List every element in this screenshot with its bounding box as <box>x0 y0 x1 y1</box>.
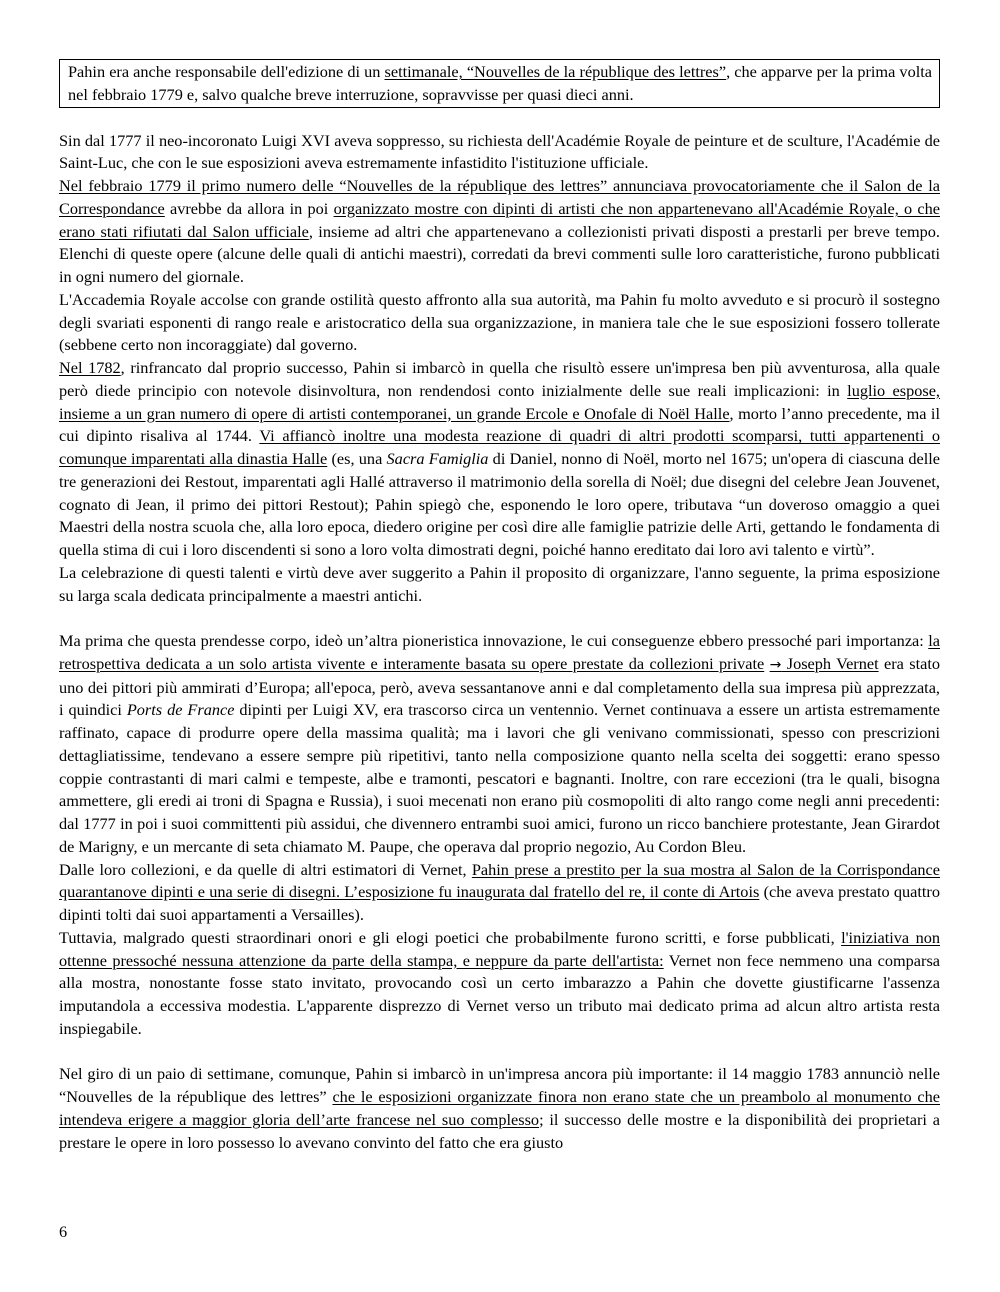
underlined-text: la retrospettiva dedicata a un solo artista vivente e interamente basata su opere prestate da collezioni private <box>59 631 940 673</box>
text-run: , insieme ad altri che appartenevano a collezionisti privati disposti a prestarli per breve tempo. Elenchi di queste opere (alcune delle quali di antichi maestri), corredati da brevi commenti sulle loro caratteristiche, furono pubblicati in ogni numero del giornale. <box>59 221 941 286</box>
paragraph-6 <box>59 630 940 859</box>
arrow-link <box>770 654 879 673</box>
page-number: 6 <box>59 1222 68 1241</box>
underlined-text: Nel febbraio 1779 il primo numero delle “Nouvelles de la république des lettres” annunciava provocatoriamente che il Salon de la Correspondance <box>59 176 940 218</box>
underlined-text: che le esposizioni organizzate finora non erano state che un preambolo al monumento che intendeva erigere a maggior gloria dell’arte francese nel suo complesso <box>59 1087 940 1129</box>
boxed-note <box>59 59 940 108</box>
paragraph-5: La celebrazione di questi talenti e virtù deve aver suggerito a Pahin il proposito di organizzare, l'anno seguente, la prima esposizione su larga scala dedicata principalmente a maestri antichi. <box>59 562 940 605</box>
paragraph-4 <box>59 357 940 562</box>
text-run: avrebbe da allora in poi <box>164 198 334 218</box>
text-run: era stato uno dei pittori più ammirati d’Europa; all'epoca, però, aveva sessantanove anni e dal completamento della sua impresa più apprezzata, i quindici <box>59 653 940 720</box>
underlined-text: Vi affiancò inoltre una modesta reazione di quadri di altri prodotti scomparsi, tutti appartenenti o comunque imparentati alla dinastia Halle <box>59 426 940 468</box>
underlined-text: luglio espose, insieme a un gran numero di opere di artisti contemporanei, un grande Ercole e Onofale di Noël Halle <box>59 380 941 423</box>
text-run: ; il successo delle mostre e la disponibilità dei proprietari a prestare le opere in loro possesso lo avevano convinto del fatto che era giusto <box>59 1109 940 1152</box>
text-run: , morto l’anno precedente, ma il cui dipinto risaliva al 1744. <box>59 403 940 446</box>
paragraph-7 <box>59 859 940 927</box>
paragraph-gap <box>59 1041 940 1064</box>
arrow-right-icon: → <box>769 656 782 673</box>
text-run: dipinti per Luigi XV, era trascorso circa un ventennio. Vernet continuava a essere un artista estremamente raffinato, capace di produrre opere della massima qualità; ma i lavori che gli venivano commissionati, spesso con prescrizioni dettagliatissime, tendevano a essere sempre più ripetitivi, tanto nella composizione quanto nella scelta dei soggetti: erano spesso coppie contrastanti di mari calmi e tempeste, albe e tramonti, pescatori e bagnanti. Inoltre, con rare eccezioni (tra le quali, bisogna ammettere, gli eredi ai troni di Spagna e Russia), i suoi mecenati non erano più cosmopoliti di alto rango come negli anni precedenti: dal 1777 in poi i suoi committenti più assidui, che divennero entrambi suoi amici, furono un ricco banchiere protestante, Jean Girardot de Marigny, e un mercante di seta chiamato M. Paupe, che operava dal proprio negozio, Au Cordon Bleu. <box>59 700 940 856</box>
text-run: , che apparve per la prima volta nel febbraio 1779 e, salvo qualche breve interruzione, sopravvisse per quasi dieci anni. <box>68 62 932 104</box>
page-content <box>59 59 940 1154</box>
text-run: Nel giro di un paio di settimane, comunque, Pahin si imbarcò in un'impresa ancora più importante: il 14 maggio 1783 annunciò nelle “Nouvelles de la république des lettres” <box>59 1064 940 1106</box>
paragraph-2 <box>59 175 940 289</box>
italic-title: Ports de France <box>126 700 235 720</box>
underlined-text: Nel 1782 <box>59 358 121 377</box>
underlined-text: l'iniziativa non ottenne pressoché nessuna attenzione da parte della stampa, e neppure da parte dell'artista: <box>59 927 940 970</box>
paragraph-8 <box>59 927 940 1041</box>
underlined-text: Joseph Vernet <box>781 653 879 673</box>
underlined-text: settimanale, “Nouvelles de la république des lettres” <box>384 62 727 81</box>
text-run: Pahin era anche responsabile dell'edizione di un <box>68 62 385 81</box>
italic-title: Sacra Famiglia <box>386 449 489 468</box>
paragraph-9 <box>59 1063 940 1154</box>
paragraph-3: L'Accademia Royale accolse con grande ostilità questo affronto alla sua autorità, ma Pahin fu molto avveduto e si procurò il sostegno degli svariati esponenti di rango reale e aristocratico della sua organizzazione, in maniera tale che le sue esposizioni fossero tollerate (sebbene certo non incoraggiate) dal governo. <box>59 289 940 355</box>
underlined-text: Pahin prese a prestito per la sua mostra al Salon de la Corrispondance quarantanove dipinti e una serie di disegni. L’esposizione fu inaugurata dal fratello del re, il conte di Artois <box>59 859 941 902</box>
text-run: (es, una <box>327 449 387 468</box>
text-run: Ma prima che questa prendesse corpo, ideò un’altra pioneristica innovazione, le cui conseguenze ebbero pressoché pari importanza: <box>59 631 929 650</box>
boxed-note-text <box>68 61 932 107</box>
text-run: (che aveva prestato quattro dipinti tolti dai suoi appartamenti a Versailles). <box>59 882 940 924</box>
text-run: , rinfrancato dal proprio successo, Pahin si imbarcò in quella che risultò essere un'impresa ben più avventurosa, alla quale però diede principio con notevole disinvoltura, non rendendosi conto inizialmente delle sue reali implicazioni: in <box>59 358 941 400</box>
text-run: di Daniel, nonno di Noël, morto nel 1675; un'opera di ciascuna delle tre generazioni dei Restout, imparentati agli Hallé attraverso il matrimonio della sorella di Noël; due disegni del celebre Jean Jouvenet, cognato di Jean, il primo dei pittori Restout); Pahin spiegò che, esponendo le loro opere, tributava “un doveroso omaggio a quei Maestri della nostra scuola che, alla loro epoca, diedero origine per così dire alle famiglie patrizie delle Arti, gettando le fondamenta di quella stima di cui i loro discendenti si sono a loro volta dimostrati degni, poiché hanno ereditato dai loro avi talento e virtù”. <box>59 449 941 559</box>
paragraph-gap <box>59 607 940 630</box>
text-run: Vernet non fece nemmeno una comparsa alla mostra, nonostante fosse stato invitato, provocando così un certo imbarazzo a Pahin che dovette giustificarne l'assenza imputandola a eccessiva modestia. L'apparente disprezzo di Vernet verso un tributo mai dedicato prima ad alcun altro artista resta inspiegabile. <box>59 950 941 1038</box>
text-run: Dalle loro collezioni, e da quelle di altri estimatori di Vernet, <box>59 859 472 879</box>
paragraph-1: Sin dal 1777 il neo-incoronato Luigi XVI aveva soppresso, su richiesta dell'Académie Royale de peinture et de sculture, l'Académie de Saint-Luc, che con le sue esposizioni aveva estremamente infastidito l'istituzione ufficiale. <box>59 130 940 173</box>
text-run: Tuttavia, malgrado questi straordinari onori e gli elogi poetici che probabilmente furono scritti, e forse pubblicati, <box>59 927 842 947</box>
underlined-text: organizzato mostre con dipinti di artisti che non appartenevano all'Académie Royale, o che erano stati rifiutati dal Salon ufficiale <box>59 198 941 241</box>
